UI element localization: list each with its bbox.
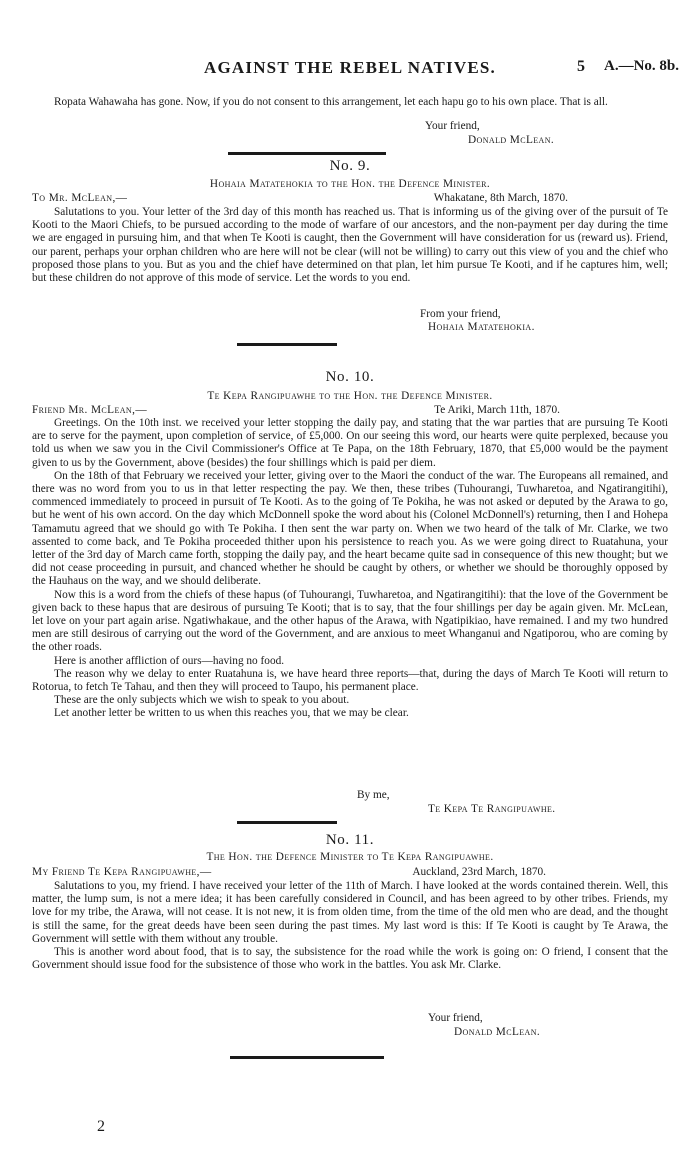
letter11-number: No. 11. [325, 832, 375, 848]
letter10-paragraph: Here is another affliction of ours—having no food. [54, 654, 285, 667]
letter11-salutation: My Friend Te Kepa Rangipuawhe,— [32, 866, 212, 878]
letter10-paragraph: The reason why we delay to enter Ruatahuna is, we have heard three reports—that, during the days of March Te Kooti will return to Rotorua, to fetch Te Tahau, and then they will proceed to Taupo, his permanent place. [32, 667, 668, 694]
intro-text: Ropata Wahawaha has gone. Now, if you do not consent to this arrangement, let each hapu go to his own place. That is all. [54, 96, 608, 108]
letter10-paragraph: On the 18th of that February we received your letter, giving over to the Maori the conduct of the war. The Europeans all remained, and there was no word from you to us in that letter respecting the pay. We then, these tribes (Tuhourangi, Tuwharetoa, and Ngatirangitihi), commenced immediately to proceed in pursuit of Te Kooti. As to the going of Te Pokiha, he was not asked or deputed by the Arawa to go, but he went of his own accord. On the day which McDonnell spoke the word about his (Colonel McDonnell's) returning, then I and Hohepa Tamamutu agreed that we should go with Te Pokiha. I then sent the war party on. When we two heard of the talk of Mr. Clarke, we two assented to come back, and Te Pokiha proceeded thither upon his persistence to reach you. As we were going direct to Ruatahuna, your letter of the 3rd day of March came forth, stopping the daily pay, and the heart became quite sad in consequence of this new thought; but we did not cease proceeding in pursuit, and chanced whether he should be caught by others, or whether we should be thoroughly opposed by the Hauhaus on the way, and we should deliberate. [32, 469, 668, 588]
letter10-paragraph: Greetings. On the 10th inst. we received your letter stopping the daily pay, and stating that the war parties that are pursuing Te Kooti are to serve for the payment, upon completion of service, of £5,000. On our seeing this word, our hearts were quite perplexed, because you told us when we saw you in the Civil Commissioner's Office at Te Papa, on the 18th February, 1870, that £5,000 would be the payment given to us by the Government, above (besides) the four shillings which is paid per diem. [32, 417, 668, 469]
letter11-signature: Donald McLean. [454, 1026, 541, 1038]
divider-rule [230, 1056, 384, 1059]
intro-closing: Your friend, [425, 120, 480, 132]
letter9-paragraph: Salutations to you. Your letter of the 3rd day of this month has reached us. That is informing us of the giving over of the pursuit of Te Kooti to the Maori Chiefs, to be pursued according to the mode of warfare of our ancestors, and the non-payment per day during the time we are engaged in pursuing him, and that when Te Kooti is caught, then the Government will have consideration for us (reward us). Friend, our parent, perhaps your orphan children who are here will not be clear (will not be willing) to carry out this view of you and the chief who proposed those plans to you. But as you and the chief have determined on that plan, let him pursue Te Kooti, and if he captures him, well; but these children do not approve of this mode of service. Let the words to you end. [32, 206, 668, 285]
letter9-salutation: To Mr. McLean,— [32, 192, 128, 204]
letter11-place-date: Auckland, 23rd March, 1870. [412, 866, 546, 878]
letter11-heading-line [32, 866, 668, 880]
letter10-heading-line [32, 404, 668, 418]
letter9-heading-line [32, 192, 668, 206]
letter9-signature: Hohaia Matatehokia. [428, 321, 535, 333]
letter10-paragraph: Now this is a word from the chiefs of these hapus (of Tuhourangi, Tuwharetoa, and Ngatirangitihi): that the love of the Government be given back to these hapus that are desirous of pursuing Te Kooti; that is to say, that the four shillings per day be again given. Mr. McLean, let love on your part again arise. Ngatiwhakaue, and the other hapus of the Arawa, with Ngatipikiao, have remained. I and my two hundred men are still desirous of carrying out the word of the Government, and are anxious to meet Whanganui and Ngatiporou, who are coming by the other roads. [32, 588, 668, 654]
letter11-closing: Your friend, [428, 1012, 483, 1024]
running-header [0, 58, 700, 80]
letter10-paragraph: These are the only subjects which we wish to speak to you about. [54, 694, 350, 707]
letter11-paragraph: Salutations to you, my friend. I have received your letter of the 11th of March. I have looked at the words contained therein. Well, this matter, the lump sum, is not a mere idea; it has been carefully considered in Council, and has been agreed to by other tribes. Friends, my love for my tribe, the Arawa, will not cease. It is not new, it is from olden time, from the time of the old men who are dead, and the thought is still the same, for the great deeds have been seen during the past times. My last word is this: If Te Kooti is caught by Te Arawa, the Government will settle with them without any trouble. [32, 880, 668, 945]
header-reference: A.—No. 8b. [604, 58, 680, 74]
letter9-number: No. 9. [329, 158, 371, 174]
intro-signature: Donald McLean. [468, 134, 555, 146]
letter10-number: No. 10. [325, 369, 375, 385]
letter10-place-date: Te Ariki, March 11th, 1870. [434, 404, 560, 416]
letter10-subtitle: Te Kepa Rangipuawhe to the Hon. the Defence Minister. [207, 390, 493, 402]
letter10-closing: By me, [357, 789, 390, 801]
header-title: AGAINST THE REBEL NATIVES. [204, 58, 496, 77]
letter10-paragraph: Let another letter be written to us when this reaches you, that we may be clear. [54, 707, 409, 720]
divider-rule [237, 343, 337, 346]
divider-rule [237, 821, 337, 824]
intro-paragraph-block [32, 96, 668, 109]
letter11-body [32, 880, 668, 972]
letter9-closing: From your friend, [420, 308, 501, 320]
letter10-signature: Te Kepa Te Rangipuawhe. [428, 803, 556, 815]
divider-rule [228, 152, 386, 155]
letter9-body [32, 206, 668, 285]
letter9-subtitle: Hohaia Matatehokia to the Hon. the Defence Minister. [209, 178, 491, 190]
footer-page-number: 2 [97, 1118, 105, 1135]
letter10-salutation: Friend Mr. McLean,— [32, 404, 148, 416]
letter10-body [32, 417, 668, 721]
letter11-paragraph: This is another word about food, that is to say, the subsistence for the road while the work is going on: O friend, I consent that the Government should issue food for the subsistence of those who work in the battles. You ask Mr. Clarke. [32, 946, 668, 972]
header-page-number: 5 [577, 58, 585, 75]
letter11-subtitle: The Hon. the Defence Minister to Te Kepa Rangipuawhe. [206, 851, 494, 863]
letter9-place-date: Whakatane, 8th March, 1870. [433, 192, 568, 204]
